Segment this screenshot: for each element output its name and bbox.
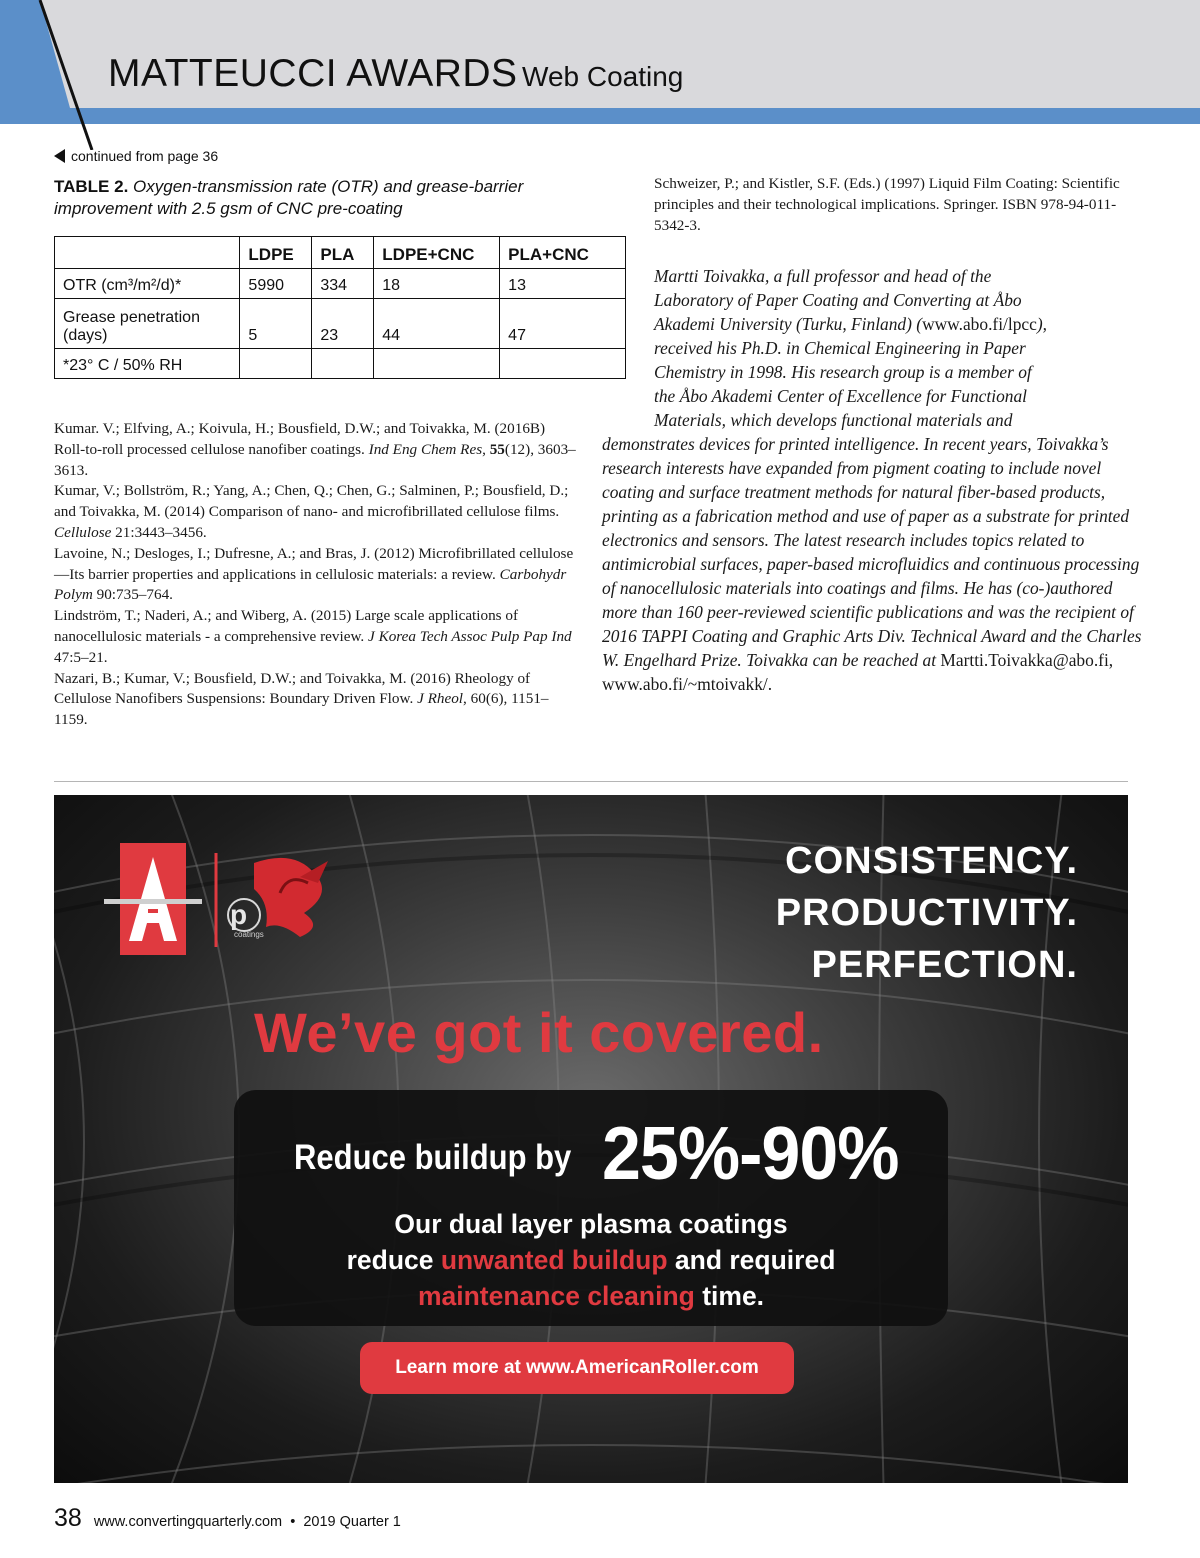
table-header-cell: PLA: [312, 237, 374, 269]
header-corner-graphic: [0, 0, 96, 150]
section-divider: [54, 781, 1128, 782]
author-contact[interactable]: Martti.Toivakka@abo.fi, www.abo.fi/~mtoivakk/.: [602, 650, 1114, 694]
header-title-sub: Web Coating: [522, 61, 684, 92]
table-row: [55, 299, 626, 349]
table-cell: [374, 349, 500, 379]
american-roller-logo: [104, 843, 344, 955]
table-cell: OTR (cm³/m²/d)*: [55, 269, 240, 299]
table-cell: [240, 349, 312, 379]
table-header-cell: [55, 237, 240, 269]
reference-item: Nazari, B.; Kumar, V.; Bousfield, D.W.; and Toivakka, M. (2016) Rheology of Cellulose Nanofibers Suspensions: Boundary Driven Flow. J Rheol, 60(6), 1151–1159.: [54, 669, 549, 729]
logo-sub: coatings: [234, 930, 264, 939]
otr-table: [54, 236, 626, 379]
logo-p-letter: p: [230, 899, 248, 930]
table-cell: 5: [240, 299, 312, 349]
footer-site[interactable]: www.convertingquarterly.com: [93, 1514, 283, 1530]
header-title-main: MATTEUCCI AWARDS: [108, 52, 518, 95]
learn-more-button[interactable]: Learn more at www.AmericanRoller.com: [360, 1342, 794, 1394]
reference-item-right: Schweizer, P.; and Kistler, S.F. (Eds.) (1997) Liquid Film Coating: Scientific principles and their technological implications. Springer. ISBN 978-94-011-5342-3.: [654, 175, 1120, 234]
table-header-cell: LDPE: [240, 237, 312, 269]
reference-list: [54, 419, 578, 731]
reduce-value: 25%-90%: [602, 1111, 899, 1196]
page-footer: [54, 1504, 401, 1533]
table-cell: Grease penetration (days): [55, 299, 240, 349]
table-cell: 334: [312, 269, 374, 299]
reference-item: Kumar. V.; Elfving, A.; Koivula, H.; Bousfield, D.W.; and Toivakka, M. (2016B) Roll-to-roll processed cellulose nanofiber coatings. Ind Eng Chem Res, 55(12), 3603–3613.: [54, 420, 576, 479]
ad-body-text: Our dual layer plasma coatings reduce unwanted buildup and required maintenance cleaning time.: [346, 1209, 836, 1311]
table-cell: 23: [312, 299, 374, 349]
ad-tagline: We’ve got it covered.: [254, 1001, 824, 1064]
logo-graphic: [104, 843, 344, 955]
table-cell: *23° C / 50% RH: [55, 349, 240, 379]
table-header-row: [55, 237, 626, 269]
page-header-title: [108, 52, 683, 96]
table-row: [55, 269, 626, 299]
page-number: 38: [54, 1504, 82, 1532]
table-cell: 44: [374, 299, 500, 349]
american-roller-ad[interactable]: [54, 795, 1128, 1483]
table-caption-label: TABLE 2.: [54, 177, 129, 196]
reference-item: Kumar, V.; Bollström, R.; Yang, A.; Chen, Q.; Chen, G.; Salminen, P.; Bousfield, D.; and Toivakka, M. (2014) Comparison of nano- and microfibrillated cellulose films. Cellulose 21:3443–3456.: [54, 482, 569, 541]
ad-headline: CONSISTENCY. PRODUCTIVITY. PERFECTION.: [775, 840, 1078, 986]
footer-issue: 2019 Quarter 1: [303, 1514, 401, 1530]
footer-info: www.convertingquarterly.com • 2019 Quarter 1: [93, 1514, 401, 1530]
reduce-label: Reduce buildup by: [294, 1136, 572, 1177]
table-cell: 13: [500, 269, 626, 299]
reference-item: Lindström, T.; Naderi, A.; and Wiberg, A. (2015) Large scale applications of nanocellulosic materials - a comprehensive review. J Korea Tech Assoc Pulp Pap Ind 47:5–21.: [54, 607, 572, 666]
table-header-cell: PLA+CNC: [500, 237, 626, 269]
triangle-left-icon: [54, 149, 65, 163]
author-bio: Martti Toivakka, a full professor and head of the Laboratory of Paper Coating and Converting at Åbo Akademi University (Turku, Finland) (www.abo.fi/lpcc), received his Ph.D. in Chemical Engineering in Paper Chemistry in 1998. His research group is a member of the Åbo Akademi Center of Excellence for Functional Materials, which develops functional materials and demonstrates devices for printed intelligence. In recent years, Toivakka’s research interests have expanded from pigment coating to include novel coating and surface treatment methods for natural fiber-based products, printing as a fabrication method and use of paper as a substrate for printed electronics and sensors. The latest research includes topics related to antimicrobial surfaces, paper-based microfluidics and continuous processing of nanocellulosic materials into coatings and films. He has (co-)authored more than 160 peer-reviewed scientific publications and was the recipient of 2016 TAPPI Coating and Graphic Arts Div. Technical Award and the Charles W. Engelhard Prize. Toivakka can be reached at Martti.Toivakka@abo.fi, www.abo.fi/~mtoivakk/.: [602, 266, 1142, 694]
reference-item: Lavoine, N.; Desloges, I.; Dufresne, A.; and Bras, J. (2012) Microfibrillated cellulose—Its barrier properties and applications in cellulosic materials: a review. Carbohydr Polym 90:735–764.: [54, 544, 574, 604]
table-cell: [312, 349, 374, 379]
table-caption: [54, 176, 624, 220]
lab-url[interactable]: www.abo.fi/lpcc: [922, 314, 1037, 334]
continued-note: [54, 148, 218, 164]
table-row: [55, 349, 626, 379]
ad-info-box: [234, 1090, 948, 1326]
table-cell: 18: [374, 269, 500, 299]
table-cell: 47: [500, 299, 626, 349]
table-cell: 5990: [240, 269, 312, 299]
continued-text: continued from page 36: [71, 148, 219, 164]
header-accent-stripe: [0, 108, 1200, 124]
table-header-cell: LDPE+CNC: [374, 237, 500, 269]
table-caption-text: Oxygen-transmission rate (OTR) and grease-barrier improvement with 2.5 gsm of CNC pre-coating: [54, 177, 524, 218]
